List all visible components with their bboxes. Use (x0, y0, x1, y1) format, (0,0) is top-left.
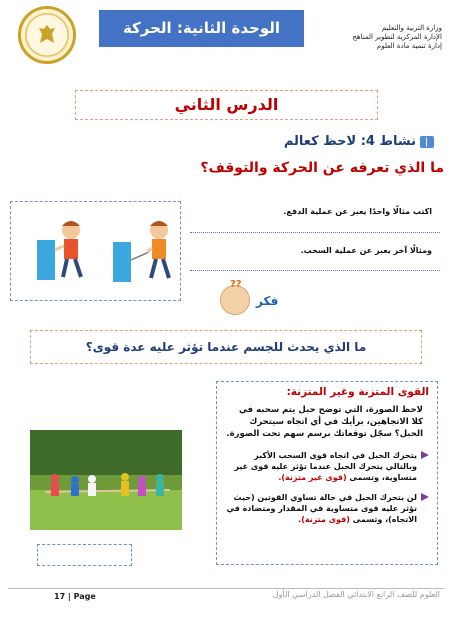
bullet-arrow-icon (421, 451, 429, 459)
children-pushing-pulling-image (11, 202, 180, 300)
forces-instruction: لاحظ الصورة، التي توضح حبل يتم سحبه في كلا الاتجاهين، برأيك في أي اتجاه سيتحرك الحبل؟ سجّل توقعاتك برسم سهم تحت الصورة. (226, 405, 423, 439)
ministry-line: إدارة تنمية مادة العلوم (376, 42, 442, 50)
bullet-text: يتحرك الحبل في اتجاه قوى السحب الأكبر وبالتالي يتحرك الحبل عندما تؤثر عليه قوى غير متساوية، وتسمى (234, 451, 417, 482)
ministry-info (312, 24, 442, 51)
bullet-balanced (225, 492, 429, 525)
push-pull-illustration (10, 201, 181, 301)
ministry-line: وزارة التربية والتعليم (381, 24, 442, 32)
bullet-unbalanced (225, 450, 429, 483)
eagle-emblem-icon (37, 23, 57, 47)
page-number: 17 | Page (54, 592, 96, 601)
question-marks: ?? (230, 279, 242, 290)
activity-heading (284, 134, 434, 149)
footer-divider (8, 588, 444, 589)
footer-course: العلوم للصف الرابع الابتدائي الفصل الدراسي الأول (272, 590, 440, 599)
unit-title-banner: الوحدة الثانية: الحركة (99, 10, 304, 47)
ministry-seal (18, 6, 76, 64)
book-icon (420, 136, 434, 148)
push-prompt: اكتب مثالًا واحدًا يعبر عن عملية الدفع. (283, 207, 432, 216)
bullet-text: لن يتحرك الحبل في حالة تساوي القوتين (حيث تؤثر عليه قوى متساوية في المقدار ومتضادة في الاتجاه)، وتسمى (226, 493, 417, 524)
ministry-line: الإدارة المركزية لتطوير المناهج (352, 33, 442, 41)
arrow-drawing-box[interactable] (37, 544, 132, 566)
forces-section (216, 381, 438, 565)
pull-prompt: ومثالًا آخر يعبر عن عملية السحب. (300, 246, 432, 255)
forces-question: ما الذي يحدث للجسم عندما تؤثر عليه عدة قوى؟ (30, 330, 422, 364)
main-question: ما الذي تعرفه عن الحركة والتوقف؟ (200, 160, 444, 176)
activity-label: نشاط 4: لاحظ كعالم (283, 134, 416, 149)
answer-line-push[interactable] (190, 232, 440, 233)
term-balanced: (قوى متزنة). (298, 515, 350, 524)
tug-of-war-photo (30, 430, 182, 530)
think-label: فكر (256, 294, 279, 308)
lesson-title: الدرس الثاني (75, 90, 378, 120)
bullet-arrow-icon (421, 493, 429, 501)
forces-title: القوى المتزنة وغير المتزنة: (286, 386, 429, 398)
tug-of-war-image (30, 430, 182, 530)
term-unbalanced: (قوى غير متزنة). (278, 473, 347, 482)
answer-line-pull[interactable] (190, 270, 440, 271)
